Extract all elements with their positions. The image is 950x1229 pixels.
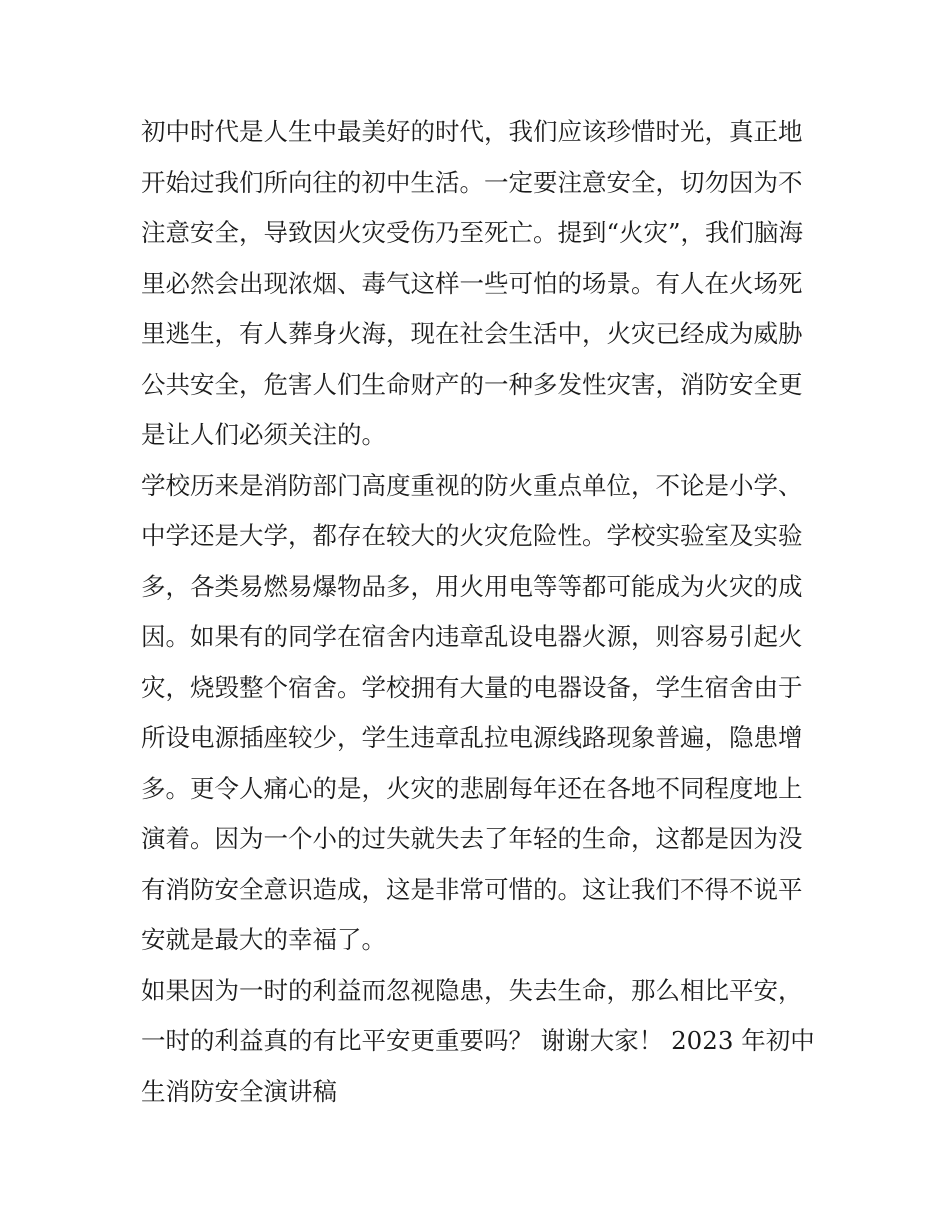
text-line: 有消防安全意识造成，这是非常可惜的。这让我们不得不说平 [141, 874, 803, 904]
text-line: 生消防安全演讲稿 [141, 1076, 337, 1106]
text-line: 一时的利益真的有比平安更重要吗？ 谢谢大家！ 2023 年初中 [141, 1026, 815, 1055]
text-line: 里逃生，有人葬身火海，现在社会生活中，火灾已经成为威胁 [141, 319, 803, 348]
text-line: 是让人们必须关注的。 [141, 420, 386, 449]
text-line: 演着。因为一个小的过失就失去了年轻的生命，这都是因为没 [141, 824, 803, 853]
text-line: 灾，烧毁整个宿舍。学校拥有大量的电器设备，学生宿舍由于 [141, 672, 803, 702]
text-line: 公共安全，危害人们生命财产的一种多发性灾害，消防安全更 [141, 369, 803, 399]
text-line: 所设电源插座较少，学生违章乱拉电源线路现象普遍，隐患增 [141, 723, 803, 752]
text-line: 里必然会出现浓烟、毒气这样一些可怕的场景。有人在火场死 [141, 268, 803, 298]
text-line: 初中时代是人生中最美好的时代，我们应该珍惜时光，真正地 [141, 117, 803, 146]
text-line: 多，各类易燃易爆物品多，用火用电等等都可能成为火灾的成 [141, 571, 803, 601]
document-body [141, 107, 816, 1117]
text-line: 如果因为一时的利益而忽视隐患，失去生命，那么相比平安， [141, 975, 803, 1005]
text-line: 多。更令人痛心的是，火灾的悲剧每年还在各地不同程度地上 [141, 773, 803, 803]
text-line: 因。如果有的同学在宿舍内违章乱设电器火源，则容易引起火 [141, 622, 803, 651]
text-line: 学校历来是消防部门高度重视的防火重点单位，不论是小学、 [141, 470, 803, 500]
text-line: 注意安全，导致因火灾受伤乃至死亡。提到“火灾”，我们脑海 [141, 218, 804, 247]
text-line: 开始过我们所向往的初中生活。一定要注意安全，切勿因为不 [141, 167, 803, 197]
text-line: 安就是最大的幸福了。 [141, 925, 386, 954]
text-line: 中学还是大学，都存在较大的火灾危险性。学校实验室及实验 [141, 521, 803, 550]
